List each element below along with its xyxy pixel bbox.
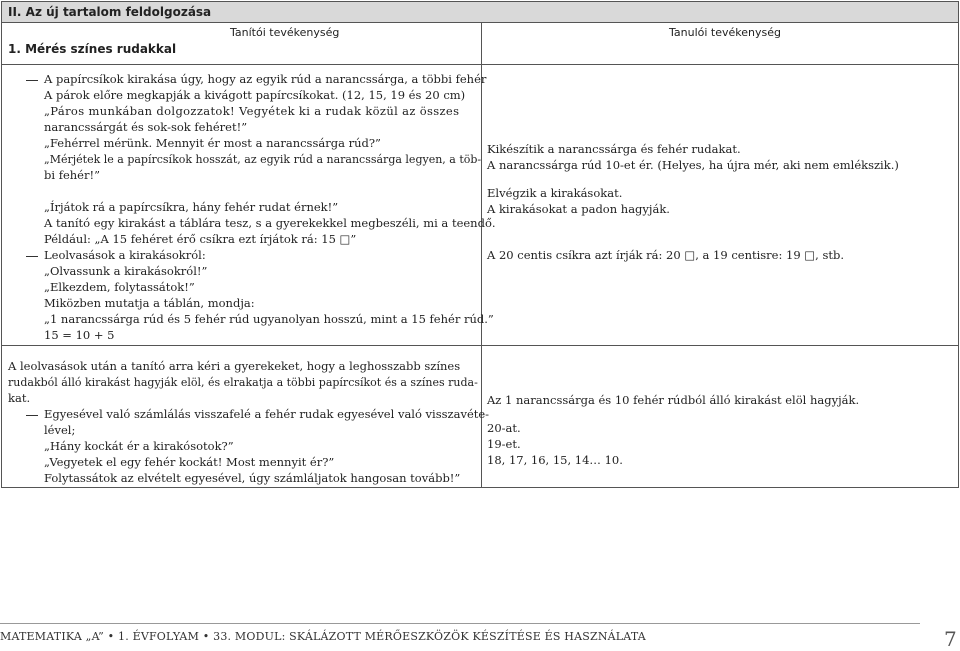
text-line: A kirakásokat a padon hagyják. bbox=[487, 202, 670, 216]
text-line: Miközben mutatja a táblán, mondja: bbox=[44, 296, 255, 310]
text-line: „Írjátok rá a papírcsíkra, hány fehér rudat érnek!” bbox=[44, 200, 339, 214]
text-line: Elvégzik a kirakásokat. bbox=[487, 186, 623, 200]
text-line: 20-at. bbox=[487, 421, 521, 435]
text-line: bi fehér!” bbox=[44, 168, 100, 182]
text-line: „Mérjétek le a papírcsíkok hosszát, az egyik rúd a narancssárga legyen, a töb- bbox=[44, 153, 482, 166]
text-line: 19-et. bbox=[487, 437, 521, 451]
page-footer: MATEMATIKA „A” • 1. ÉVFOLYAM • 33. MODUL: SKÁLÁZOTT MÉRŐESZKÖZÖK KÉSZÍTÉSE ÉS HASZNÁLATA bbox=[0, 630, 646, 643]
text-line: A narancssárga rúd 10-et ér. (Helyes, ha újra mér, aki nem emlékszik.) bbox=[487, 158, 899, 172]
text-line: Egyesével való számlálás visszafelé a fehér rudak egyesével való visszavéte- bbox=[44, 407, 490, 421]
page-number: 7 bbox=[944, 627, 957, 651]
section-title: 1. Mérés színes rudakkal bbox=[8, 42, 177, 56]
text-line: „1 narancssárga rúd és 5 fehér rúd ugyanolyan hosszú, mint a 15 fehér rúd.” bbox=[44, 312, 494, 326]
text-line: „Olvassunk a kirakásokról!” bbox=[44, 264, 208, 278]
text-line: „Fehérrel mérünk. Mennyit ér most a narancssárga rúd?” bbox=[44, 136, 381, 150]
section-header: II. Az új tartalom feldolgozása bbox=[2, 2, 958, 23]
text-line: A leolvasások után a tanító arra kéri a gyerekeket, hogy a leghosszabb színes bbox=[8, 359, 461, 373]
bullet-dash bbox=[26, 80, 38, 81]
row-divider bbox=[2, 345, 958, 346]
text-line: lével; bbox=[44, 423, 76, 437]
text-line: „Páros munkában dolgozzatok! Vegyétek ki a rudak közül az összes bbox=[44, 104, 460, 118]
text-line: A tanító egy kirakást a táblára tesz, s a gyerekekkel megbeszéli, mi a teendő. bbox=[44, 216, 496, 230]
footer-rule bbox=[0, 623, 920, 624]
student-column-header: Tanulói tevékenység bbox=[669, 26, 781, 39]
text-line: 18, 17, 16, 15, 14… 10. bbox=[487, 453, 623, 467]
header-divider bbox=[2, 64, 958, 65]
text-line: „Vegyetek el egy fehér kockát! Most mennyit ér?” bbox=[44, 455, 335, 469]
text-line: Kikészítik a narancssárga és fehér rudakat. bbox=[487, 142, 741, 156]
lesson-table bbox=[1, 1, 959, 488]
text-line: Az 1 narancssárga és 10 fehér rúdból álló kirakást elöl hagyják. bbox=[487, 393, 860, 407]
text-line: „Hány kockát ér a kirakósotok?” bbox=[44, 439, 234, 453]
text-line: A papírcsíkok kirakása úgy, hogy az egyik rúd a narancssárga, a többi fehér bbox=[44, 72, 487, 86]
text-line: A párok előre megkapják a kivágott papírcsíkokat. (12, 15, 19 és 20 cm) bbox=[44, 88, 466, 102]
text-line: A 20 centis csíkra azt írják rá: 20 □, a 19 centisre: 19 □, stb. bbox=[487, 248, 845, 262]
text-line: kat. bbox=[8, 391, 31, 405]
text-line: rudakból álló kirakást hagyják elöl, és elrakatja a többi papírcsíkot és a színes ruda- bbox=[8, 376, 478, 389]
text-line: Folytassátok az elvételt egyesével, úgy számláljatok hangosan tovább!” bbox=[44, 471, 461, 485]
text-line: „Elkezdem, folytassátok!” bbox=[44, 280, 195, 294]
text-line: 15 = 10 + 5 bbox=[44, 328, 115, 342]
text-line: Például: „A 15 fehéret érő csíkra ezt írjátok rá: 15 □” bbox=[44, 232, 357, 246]
text-line: Leolvasások a kirakásokról: bbox=[44, 248, 206, 262]
teacher-column-header: Tanítói tevékenység bbox=[230, 26, 340, 39]
bullet-dash bbox=[26, 415, 38, 416]
text-line: narancssárgát és sok-sok fehéret!” bbox=[44, 120, 248, 134]
bullet-dash bbox=[26, 256, 38, 257]
